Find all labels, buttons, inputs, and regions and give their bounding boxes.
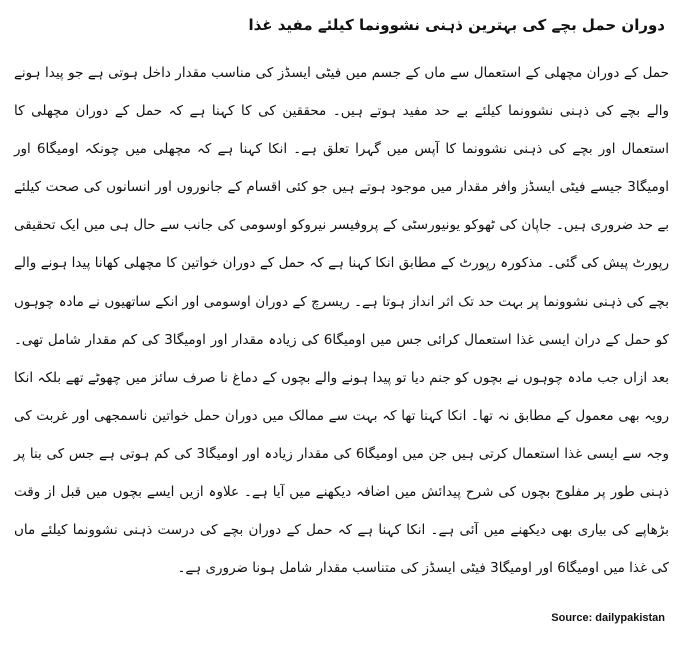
article-headline: دوران حمل بچے کی بہترین ذہنی نشوونما کیلئے مفید غذا [248, 16, 665, 34]
source-credit: Source: dailypakistan [551, 612, 665, 624]
article [14, 10, 669, 587]
article-body: حمل کے دوران مچھلی کے استعمال سے ماں کے جسم میں فیٹی ایسڈز کی مناسب مقدار داخل ہوتی ہے جو پیدا ہونے والے بچے کی ذہنی نشوونما کیلئے بے حد مفید ہوتے ہیں۔ محققین کی کا کہنا ہے کہ حمل کے دوران مچھلی کا استعمال اور بچے کی ذہنی نشوونما کا آپس میں گہرا تعلق ہے۔ انکا کہنا ہے کہ مچھلی میں چونکہ اومیگا6 اور اومیگا3 جیسے فیٹی ایسڈز وافر مقدار میں موجود ہوتے ہیں جو کئی اقسام کے جانوروں اور انسانوں کی صحت کیلئے بے حد ضروری ہیں۔ جاپان کی ٹھوکو یونیورسٹی کے پروفیسر نیروکو اوسومی کی جانب سے حال ہی میں ایک تحقیقی رپورٹ پیش کی گئی۔ مذکورہ رپورٹ کے مطابق انکا کہنا ہے کہ حمل کے دوران خواتین کا مچھلی کھانا پیدا ہونے والے بچے کی ذہنی نشوونما پر بہت حد تک اثر انداز ہوتا ہے۔ ریسرچ کے دوران اوسومی اور انکے ساتھیوں نے مادہ چوہوں کو حمل کے دران ایسی غذا استعمال کرائی جس میں اومیگا6 کی زیادہ مقدار اور اومیگا3 کی کم مقدار شامل تھی۔ بعد ازاں جب مادہ چوہوں نے بچوں کو جنم دیا تو پیدا ہونے والے بچوں کے دماغ نا صرف سائز میں چھوٹے تھے بلکہ انکا رویہ بھی معمول کے مطابق نہ تھا۔ انکا کہنا تھا کہ بہت سے ممالک میں دوران حمل خواتین ناسمجھی اور غربت کی وجہ سے ایسی غذا استعمال کرتی ہیں جن میں اومیگا6 کی مقدار زیادہ اور اومیگا3 کی کم ہوتی ہے جس کی بنا پر ذہنی طور پر مفلوج بچوں کی شرح پیدائش میں اضافہ دیکھنے میں آیا ہے۔ علاوہ ازیں ایسے بچوں میں قبل از وقت بڑھاپے کی بیاری بھی دیکھنے میں آئی ہے۔ انکا کہنا ہے کہ حمل کے دوران بچے کی درست ذہنی نشوونما کیلئے ماں کی غذا میں اومیگا6 اور اومیگا3 فیٹی ایسڈز کی متناسب مقدار شامل ہونا ضروری ہے۔ [14, 65, 670, 577]
